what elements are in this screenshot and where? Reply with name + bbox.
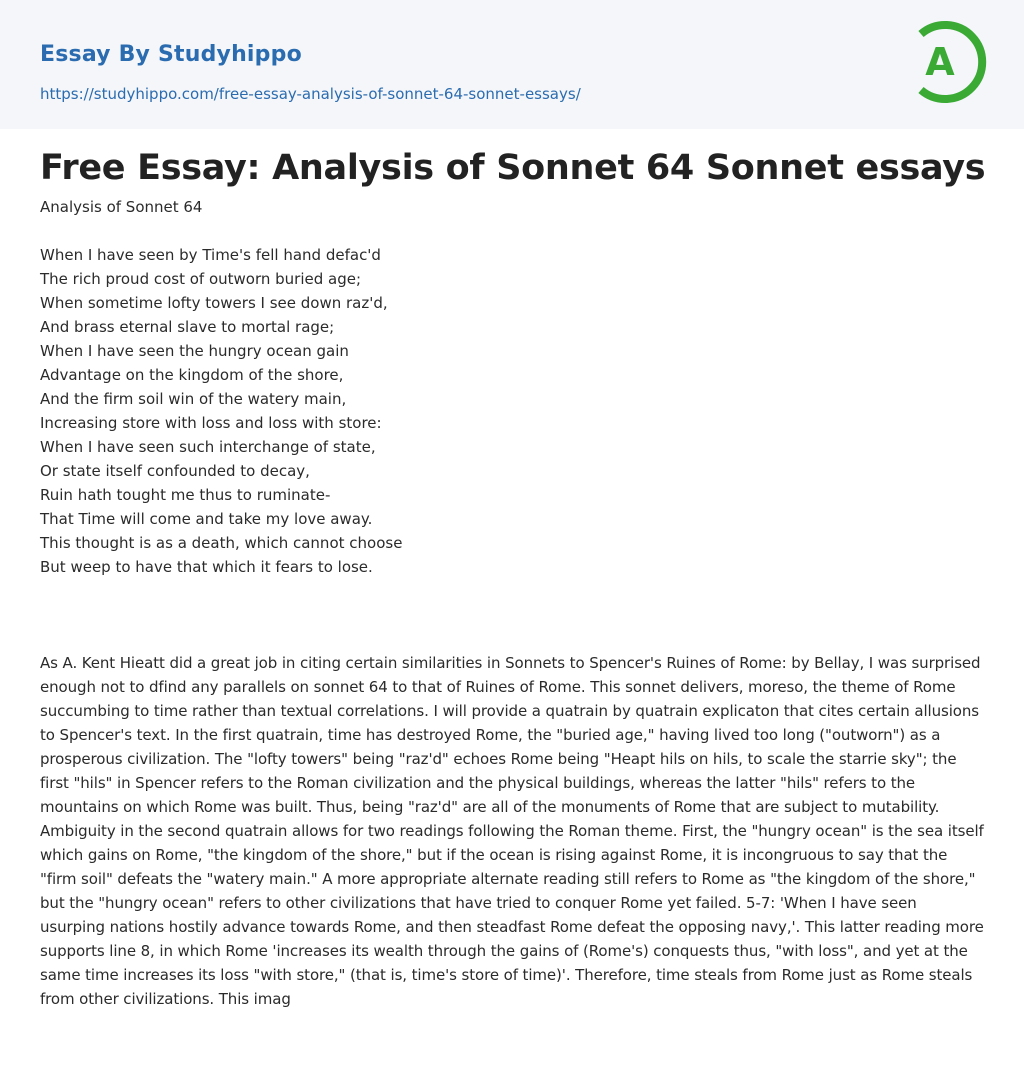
poem-line: Advantage on the kingdom of the shore, (40, 366, 344, 384)
poem-line: Or state itself confounded to decay, (40, 462, 310, 480)
page-url-link[interactable]: https://studyhippo.com/free-essay-analysis-of-sonnet-64-sonnet-essays/ (40, 85, 581, 103)
poem-line: That Time will come and take my love away. (40, 510, 373, 528)
logo-letter: A (925, 40, 955, 84)
essay-subtitle: Analysis of Sonnet 64 (40, 198, 203, 216)
poem-line: This thought is as a death, which cannot choose (40, 534, 403, 552)
studyhippo-logo-icon[interactable] (904, 18, 988, 106)
poem-line: And the firm soil win of the watery main, (40, 390, 347, 408)
site-header (0, 0, 1024, 129)
poem-line: And brass eternal slave to mortal rage; (40, 318, 335, 336)
poem-line: The rich proud cost of outworn buried age; (40, 270, 362, 288)
brand-name[interactable]: Essay By Studyhippo (40, 42, 302, 67)
poem-line: Ruin hath tought me thus to ruminate- (40, 486, 331, 504)
poem-line: When I have seen such interchange of state, (40, 438, 376, 456)
poem-line: When sometime lofty towers I see down raz'd, (40, 294, 388, 312)
sonnet-poem (40, 243, 402, 579)
poem-line: But weep to have that which it fears to lose. (40, 558, 373, 576)
poem-line: When I have seen by Time's fell hand defac'd (40, 246, 381, 264)
poem-line: Increasing store with loss and loss with store: (40, 414, 382, 432)
poem-line: When I have seen the hungry ocean gain (40, 342, 349, 360)
page-title: Free Essay: Analysis of Sonnet 64 Sonnet essays (40, 148, 986, 188)
essay-body: As A. Kent Hieatt did a great job in citing certain similarities in Sonnets to Spencer's Ruines of Rome: by Bellay, I was surprised enough not to dfind any parallels on sonnet 64 to that of Ruines of Rome. This sonnet delivers, moreso, the theme of Rome succumbing to time rather than textual correlations. I will provide a quatrain by quatrain explicaton that cites certain allusions to Spencer's text. In the first quatrain, time has destroyed Rome, the "buried age," having lived too long ("outworn") as a prosperous civilization. The "lofty towers" being "raz'd" echoes Rome being "Heapt hils on hils, to scale the starrie sky"; the first "hils" in Spencer refers to the Roman civilization and the physical buildings, whereas the latter "hils" refers to the mountains on which Rome was built. Thus, being "raz'd" are all of the monuments of Rome that are subject to mutability. Ambiguity in the second quatrain allows for two readings following the Roman theme. First, the "hungry ocean" is the sea itself which gains on Rome, "the kingdom of the shore," but if the ocean is rising against Rome, it is incongruous to say that the "firm soil" defeats the "watery main." A more appropriate alternate reading still refers to Rome as "the kingdom of the shore," but the "hungry ocean" refers to other civilizations that have tried to conquer Rome yet failed. 5-7: 'When I have seen usurping nations hostily advance towards Rome, and then steadfast Rome defeat the opposing navy,'. This latter reading more supports line 8, in which Rome 'increases its wealth through the gains of (Rome's) conquests thus, "with loss", and yet at the same time increases its loss "with store," (that is, time's store of time)'. Therefore, time steals from Rome just as Rome steals from other civilizations. This imag (40, 654, 984, 1008)
